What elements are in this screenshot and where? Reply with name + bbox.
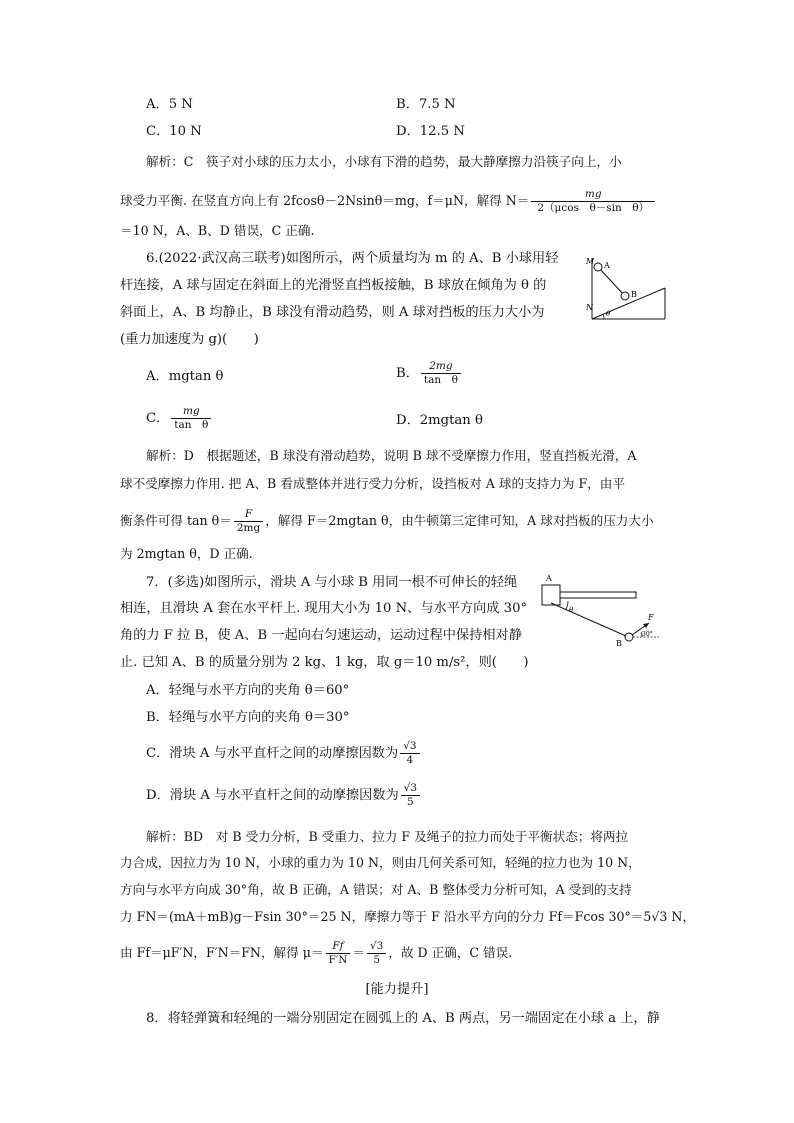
q6-label-m: M <box>586 257 595 266</box>
q6-option-b-label: B． <box>396 366 419 381</box>
q6-option-b-fraction <box>421 360 461 387</box>
q7-solution-line3: 方向与水平方向成 30°角，故 B 正确，A 错误；对 A、B 整体受力分析可知，A 受到的支持 <box>120 882 632 897</box>
q6-option-b-numerator: 2mg <box>429 360 453 372</box>
q7-stem-line4: 止. 已知 A、B 的质量分别为 2 kg、1 kg，取 g＝10 m/s²，则( ) <box>120 655 529 670</box>
q7-solution-line5-mid: ＝ <box>352 945 365 960</box>
q6-angle-arc <box>603 314 604 319</box>
q7-slider-a <box>542 585 560 605</box>
q7-option-c-numerator: √3 <box>403 740 417 752</box>
q5-option-c: C．10 N <box>146 124 202 139</box>
q7-arrowhead <box>643 623 649 628</box>
q6-solution-line2: 球不受摩擦力作用. 把 A、B 看成整体并进行受力分析，设挡板对 A 球的支持力为 F，由平 <box>120 476 625 491</box>
q7-horizontal-bar <box>550 592 636 598</box>
q6-stem-line1: 6.(2022·武汉高三联考)如图所示，两个质量均为 m 的 A、B 小球用轻 <box>146 251 559 266</box>
q7-option-d-fraction <box>401 782 420 809</box>
q7-solution-fraction-1 <box>326 940 351 967</box>
q7-solution-fraction-1-denominator: F′N <box>326 953 351 967</box>
q7-stem-line3: 角的力 F 拉 B，使 A、B 一起向右匀速运动，运动过程中保持相对静 <box>120 628 522 643</box>
q6-ball-b <box>621 292 629 300</box>
q7-rope <box>551 603 626 636</box>
q7-label-theta: θ <box>569 606 574 614</box>
q5-solution-line1: 解析：C 筷子对小球的压力太小，小球有下滑的趋势，最大静摩擦力沿筷子向上，小 <box>146 154 622 169</box>
q7-label-a: A <box>546 574 552 583</box>
q6-solution-line3 <box>120 508 654 535</box>
q6-option-b-denominator: tan θ <box>421 373 461 387</box>
q6-option-c-numerator: mg <box>182 405 200 417</box>
q6-solution-line3-pre: 衡条件可得 tan θ＝ <box>120 513 232 528</box>
q6-solution-line1: 解析：D 根据题述，B 球没有滑动趋势，说明 B 球不受摩擦力作用，竖直挡板光滑，A <box>146 448 637 463</box>
q7-solution-line1: 解析：BD 对 B 受力分析，B 受重力、拉力 F 及绳子的拉力而处于平衡状态；将两拉 <box>146 829 629 844</box>
q6-incline-figure <box>586 252 668 322</box>
q7-option-d-denominator: 5 <box>401 795 420 809</box>
q7-solution-fraction-2 <box>367 940 386 967</box>
q7-option-d-text: D．滑块 A 与水平直杆之间的动摩擦因数为 <box>146 788 399 803</box>
q5-option-b: B．7.5 N <box>396 97 456 112</box>
q5-solution-line2-eq: fcosθ－2Nsinθ＝mg，f＝μN，解得 N＝ <box>291 193 530 208</box>
q5-fraction-denominator: 2（μcos θ－sin θ） <box>531 201 655 215</box>
q6-solution-line4: 为 2mgtan θ，D 正确. <box>120 546 253 561</box>
q7-stem-line1: 7．(多选)如图所示，滑块 A 与小球 B 用同一根不可伸长的轻绳 <box>146 575 518 590</box>
q6-stem-line3: 斜面上，A、B 均静止，B 球没有滑动趋势，则 A 球对挡板的压力大小为 <box>120 305 545 320</box>
q7-stem-line2: 相连，且滑块 A 套在水平杆上. 现用大小为 10 N、与水平方向成 30° <box>120 601 528 616</box>
q6-option-b <box>396 360 463 387</box>
q5-option-a: A．5 N <box>146 97 193 112</box>
q5-option-d: D．12.5 N <box>396 124 465 139</box>
q7-ball-b <box>625 633 633 641</box>
q6-ball-a <box>594 263 602 271</box>
q7-option-b: B．轻绳与水平方向的夹角 θ＝30° <box>146 710 350 725</box>
q5-solution-line2 <box>120 188 657 215</box>
q6-solution-numerator: F <box>244 508 253 520</box>
q6-label-a: A <box>604 261 610 270</box>
q7-option-c-text: C．滑块 A 与水平直杆之间的动摩擦因数为 <box>146 746 399 761</box>
q6-option-c-denominator: tan θ <box>171 418 211 432</box>
q6-solution-line3-post: ，解得 F＝2mgtan θ，由牛顿第三定律可知，A 球对挡板的压力大小 <box>265 513 654 528</box>
q6-label-n: N <box>586 303 593 312</box>
q5-solution-fraction <box>531 188 655 215</box>
q6-stem-line4: (重力加速度为 g)( ) <box>120 332 259 347</box>
q7-solution-fraction-1-numerator: Ff <box>332 940 344 952</box>
q5-solution-line3: ＝10 N，A、B、D 错误，C 正确. <box>120 223 315 238</box>
q5-solution-line2-pre: 球受力平衡. 在竖直方向上有 2 <box>120 193 292 208</box>
q7-label-angle: 30° <box>642 631 653 638</box>
q7-option-d <box>146 782 422 809</box>
q6-option-a: A．mgtan θ <box>146 369 224 384</box>
q5-fraction-numerator: mg <box>584 188 602 200</box>
q7-solution-fraction-2-denominator: 5 <box>367 953 386 967</box>
q7-option-c-fraction <box>400 740 419 767</box>
q7-option-c-denominator: 4 <box>400 753 419 767</box>
q7-solution-line5-post: ，故 D 正确，C 错误. <box>388 945 513 960</box>
q7-option-d-numerator: √3 <box>403 782 418 794</box>
section-heading: [能力提升] <box>365 982 429 997</box>
q6-solution-denominator: 2mg <box>234 521 263 535</box>
q6-rod <box>599 268 624 295</box>
q7-label-b: B <box>616 639 622 648</box>
q7-solution-line5 <box>120 940 512 967</box>
q7-solution-line2: 力合成，因拉力为 10 N，小球的重力为 10 N，则由几何关系可知，轻绳的拉力也为 10 N， <box>120 855 641 870</box>
q6-solution-fraction <box>234 508 263 535</box>
q6-stem-line2: 杆连接，A 球与固定在斜面上的光滑竖直挡板接触，B 球放在倾角为 θ 的 <box>120 278 547 293</box>
q6-option-c <box>146 405 213 432</box>
q6-option-d: D．2mgtan θ <box>396 413 483 428</box>
q7-option-a: A．轻绳与水平方向的夹角 θ＝60° <box>146 683 350 698</box>
q7-option-c <box>146 740 422 767</box>
q6-label-theta: θ <box>606 310 611 318</box>
q7-solution-line4: 力 FN＝(mA＋mB)g－Fsin 30°＝25 N，摩擦力等于 F 沿水平方向的分力 Ff＝Fcos 30°＝5√3 N， <box>120 909 696 924</box>
q6-option-c-label: C． <box>146 411 170 426</box>
q7-theta-arc <box>566 601 568 609</box>
q8-stem-line1: 8．将轻弹簧和轻绳的一端分别固定在圆弧上的 A、B 两点，另一端固定在小球 a 上，静 <box>146 1011 660 1026</box>
q6-option-c-fraction <box>171 405 211 432</box>
q7-solution-line5-pre: 由 Ff＝μF′N，F′N＝FN，解得 μ＝ <box>120 945 324 960</box>
q6-label-b: B <box>631 290 637 299</box>
q7-label-f: F <box>648 613 654 622</box>
q7-solution-fraction-2-numerator: √3 <box>369 940 384 952</box>
q7-slider-figure <box>538 570 660 648</box>
